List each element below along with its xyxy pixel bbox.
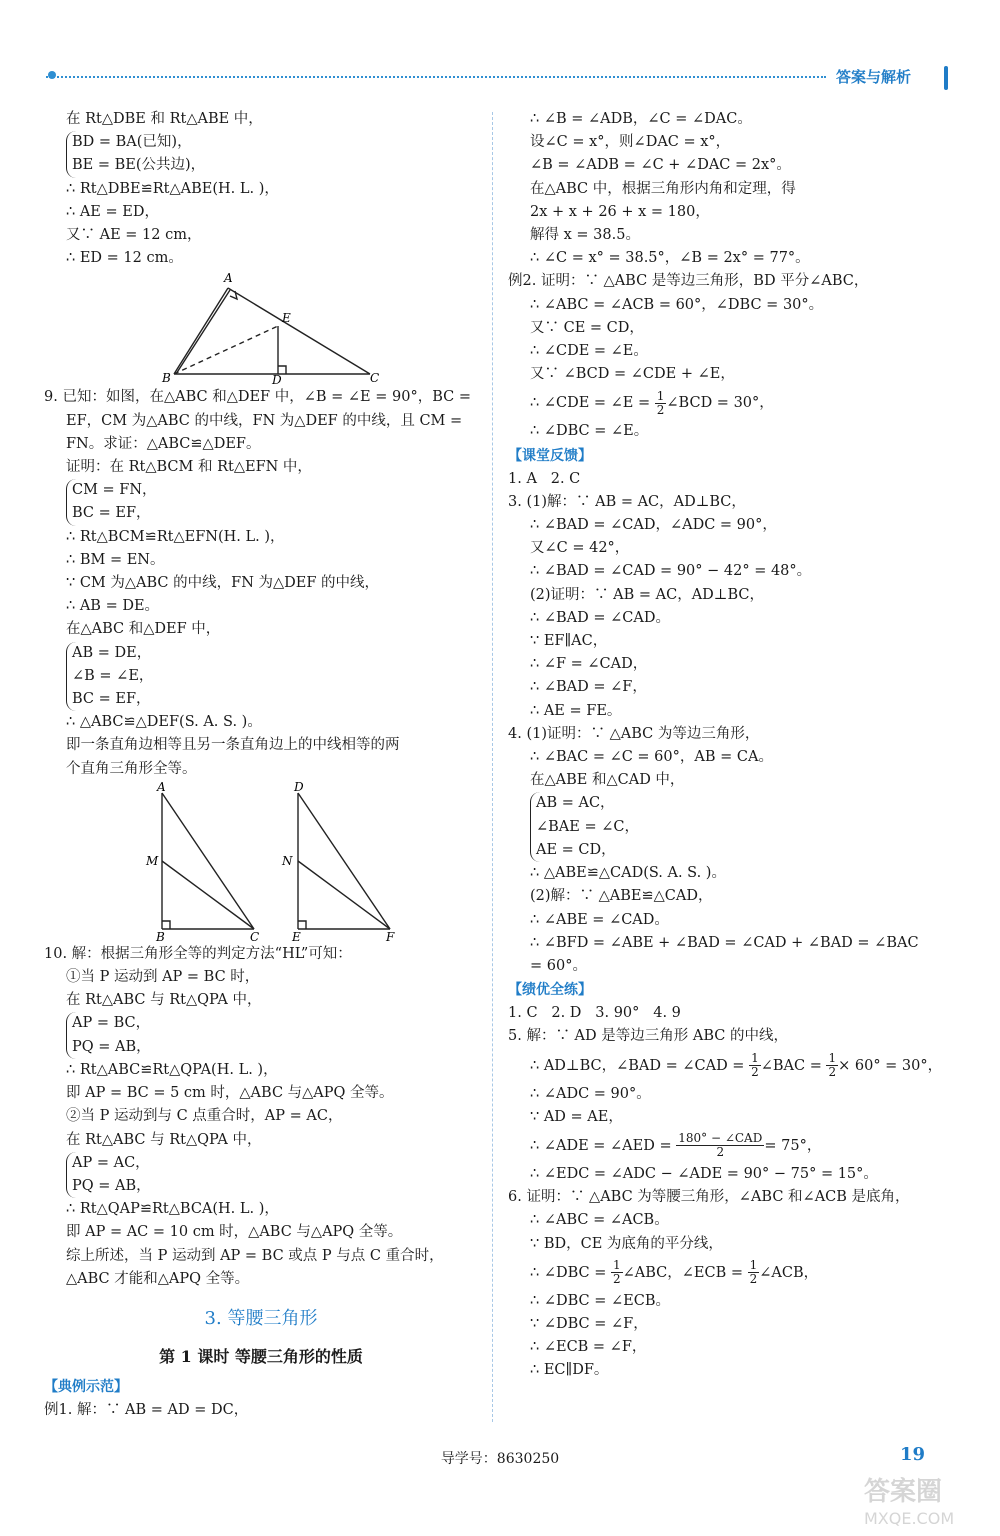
fig2-label-n: N [282,853,293,868]
section-heading-practice: 【绩优全练】 [508,982,592,999]
system-brace [66,1012,478,1058]
question-9-line: EF，CM 为△ABC 的中线，FN 为△DEF 的中线，且 CM = [66,412,463,429]
system-brace [530,792,948,862]
solution-line: 在△ABC 中，根据三角形内角和定理，得 [530,180,796,197]
triangle-figure-abc-e [44,270,478,386]
answer-line: ∠BAE = ∠C， [536,818,639,835]
watermark-logo [860,1470,980,1530]
text-line: BD = BA(已知)， [72,134,192,151]
solution-line: ①当 P 运动到 AP = BC 时， [66,969,260,986]
fraction-half [826,1052,838,1079]
fraction-numerator: 1 [613,1258,621,1273]
solution-line: ∴ Rt△ABC≌Rt△QPA(H. L. )， [66,1061,278,1078]
text-span: × 60° = 30°， [838,1057,943,1074]
answer-line: ∴ ∠ECB = ∠F， [530,1339,647,1356]
lesson-title: 第 1 课时 等腰三角形的性质 [159,1346,363,1366]
fraction-numerator: 1 [828,1051,837,1066]
fraction-half [749,1052,761,1079]
example-1-line: 例1. 解：∵ AB = AD = DC， [44,1401,249,1418]
question-9-line: FN。求证：△ABC≌△DEF。 [66,435,261,452]
solution-line: 即 AP = BC = 5 cm 时，△ABC 与△APQ 全等。 [66,1085,394,1102]
fig2-label-d: D [294,780,304,794]
answer-line: ∴ ∠BAD = ∠CAD，∠ADC = 90°， [530,517,777,534]
fraction-half [655,390,667,417]
solution-line: △ABC 才能和△APQ 全等。 [66,1270,250,1287]
answer-line: ∴ ∠BFD = ∠ABE + ∠BAD = ∠CAD + ∠BAD = ∠BAC [530,934,919,951]
fig1-label-b: B [162,371,171,386]
answer-line: ∴ △ABE≌△CAD(S. A. S. )。 [530,865,726,882]
answer-line: ∴ ∠EDC = ∠ADC − ∠ADE = 90° − 75° = 15°。 [530,1165,878,1182]
proof-line: ∴ BM = EN。 [66,551,165,568]
page-number: 19 [900,1444,926,1465]
answer-line: ∵ ∠DBC = ∠F， [530,1315,648,1332]
text-span: ∠BAC = [760,1057,827,1074]
solution-line: 2x + x + 26 + x = 180， [530,203,710,220]
answer-line: 5. 解：∵ AD 是等边三角形 ABC 的中线， [508,1028,788,1045]
system-brace [66,642,478,712]
text-span: ∴ AD⊥BC，∠BAD = ∠CAD = [530,1057,750,1074]
fig2-label-a: A [157,780,166,794]
answer-line: ∴ EC∥DF。 [530,1362,609,1379]
solution-line: 即 AP = AC = 10 cm 时，△ABC 与△APQ 全等。 [66,1224,403,1241]
answer-line: 1. C 2. D 3. 90° 4. 9 [508,1005,681,1022]
section-title: 3. 等腰三角形 [204,1307,318,1329]
proof-line: 在△ABC 和△DEF 中， [66,621,221,638]
system-brace [66,479,478,525]
right-column [508,108,948,1383]
fraction-numerator: 1 [656,388,665,403]
proof-line: ∴ Rt△BCM≌Rt△EFN(H. L. )， [66,528,285,545]
proof-line-fraction [508,386,948,420]
text-span: ∠ABC，∠ECB = [622,1264,748,1281]
solution-line: ∴ ∠C = x° = 38.5°，∠B = 2x° = 77°。 [530,250,810,267]
text-line: ∴ ED = 12 cm。 [66,250,183,267]
answer-line: ∴ ∠BAD = ∠CAD。 [530,609,670,626]
proof-line: BC = EF， [72,505,151,522]
answer-line: 4. (1)证明：∵ △ABC 为等边三角形， [508,725,760,742]
proof-line: 又∵ CE = CD， [530,319,644,336]
answer-line: ∴ ∠ADC = 90°。 [530,1085,651,1102]
answer-line: ∵ EF∥AC， [530,633,608,650]
fig2-label-c: C [250,929,260,943]
fig1-label-d: D [272,373,282,387]
section-heading-feedback: 【课堂反馈】 [508,447,592,464]
solution-line: ∴ ∠B = ∠ADB，∠C = ∠DAC。 [530,111,752,127]
answer-line: ∴ AE = FE。 [530,702,622,719]
solution-line: AP = AC， [72,1154,150,1171]
answer-line-fraction [508,1129,948,1163]
text-span: ∴ ∠ADE = ∠AED = [530,1137,677,1154]
answer-line: 1. A 2. C [508,470,581,487]
fraction-denominator: 2 [656,402,665,417]
answer-line: 又∠C = 42°， [530,540,630,557]
text-line: BE = BE(公共边)， [72,157,206,174]
system-brace [66,1152,478,1198]
text-span: ∴ ∠DBC = [530,1264,611,1281]
fig1-label-e: E [282,311,291,326]
fraction-numerator: 1 [749,1258,758,1273]
proof-line: ∴ ∠DBC = ∠E。 [530,423,649,440]
answer-line: ∵ BD，CE 为底角的平分线， [530,1235,723,1252]
solution-line: 解得 x = 38.5。 [530,227,640,244]
answer-line: = 60°。 [530,957,587,974]
solution-line: ∠B = ∠ADB = ∠C + ∠DAC = 2x°。 [530,157,791,174]
footer-guide-number: 导学号：8630250 [440,1451,560,1467]
text-span: ∠ACB， [759,1264,819,1281]
answer-line: (2)证明：∵ AB = AC，AD⊥BC， [530,586,764,603]
proof-line: ∴ ∠CDE = ∠E。 [530,343,648,360]
solution-line: 综上所述，当 P 运动到 AP = BC 或点 P 与点 C 重合时， [66,1247,444,1264]
answer-line-fraction [508,1049,948,1083]
proof-line: 即一条直角边相等且另一条直角边上的中线相等的两 [66,737,400,754]
fraction-numerator: 180° − ∠CAD [678,1131,763,1146]
solution-line: PQ = AB， [72,1038,151,1055]
answer-line: AB = AC， [536,795,615,812]
fig2-label-b: B [156,929,165,943]
answer-line: ∴ ∠BAD = ∠CAD = 90° − 42° = 48°。 [530,563,812,580]
solution-line: 设∠C = x°，则∠DAC = x°， [530,134,731,151]
text-line: 在 Rt△DBE 和 Rt△ABE 中， [66,111,263,127]
text-span: ∠BCD = 30°， [666,395,774,412]
proof-line: CM = FN， [72,482,157,499]
header-accent-bar [944,66,948,90]
solution-line: PQ = AB， [72,1177,151,1194]
fraction-denominator: 2 [828,1065,837,1080]
fraction-angle [676,1132,764,1159]
answer-line: ∴ ∠ABC = ∠ACB。 [530,1212,669,1229]
proof-line: 个直角三角形全等。 [66,760,197,777]
header-section-label: 答案与解析 [836,68,912,86]
proof-line: 又∵ ∠BCD = ∠CDE + ∠E， [530,366,735,383]
answer-line: ∴ ∠F = ∠CAD， [530,656,648,673]
text-span: ∴ ∠CDE = ∠E = [530,395,655,412]
proof-line: ∴ ∠ABC = ∠ACB = 60°，∠DBC = 30°。 [530,296,824,313]
answer-line: 3. (1)解：∵ AB = AC，AD⊥BC， [508,493,746,510]
proof-line: ∵ CM 为△ABC 的中线，FN 为△DEF 的中线， [66,575,380,592]
proof-line: BC = EF， [72,691,151,708]
fig2-label-e: E [292,929,301,943]
header-dotted-rule [46,76,826,78]
fig1-label-c: C [370,371,380,386]
section-heading-example: 【典例示范】 [44,1378,128,1395]
proof-line: ∴ △ABC≌△DEF(S. A. S. )。 [66,714,262,731]
fig2-label-m: M [146,853,159,868]
fraction-denominator: 2 [749,1272,758,1287]
fraction-half [611,1259,623,1286]
answer-line: AE = CD， [536,841,616,858]
column-divider [492,112,493,1422]
text-line: 又∵ AE = 12 cm， [66,227,202,244]
text-span: = 75°， [764,1137,822,1154]
solution-line: AP = BC， [72,1015,151,1032]
text-line: ∴ AE = ED， [66,203,159,220]
fraction-denominator: 2 [716,1145,725,1160]
answer-line: ∴ ∠ABE = ∠CAD。 [530,911,669,928]
left-column [44,108,478,1422]
solution-line: 在 Rt△ABC 与 Rt△QPA 中， [66,1131,262,1148]
answer-line: ∴ ∠BAC = ∠C = 60°，AB = CA。 [530,749,773,766]
svg-text:MXQE.COM: MXQE.COM [864,1509,955,1528]
answer-line: ∴ ∠BAD = ∠F， [530,679,647,696]
answer-line: 6. 证明：∵ △ABC 为等腰三角形，∠ABC 和∠ACB 是底角， [508,1189,910,1206]
svg-text:答案圈: 答案圈 [864,1477,943,1507]
solution-line: ∴ Rt△QAP≌Rt△BCA(H. L. )， [66,1201,279,1218]
two-right-triangles-figure [44,781,478,943]
fig2-label-f: F [386,929,395,943]
answer-line: ∴ ∠DBC = ∠ECB。 [530,1292,670,1309]
solution-line: 在 Rt△ABC 与 Rt△QPA 中， [66,992,262,1009]
fraction-numerator: 1 [751,1051,759,1066]
proof-line: ∴ AB = DE。 [66,598,160,615]
fraction-denominator: 2 [751,1065,759,1080]
answer-line-fraction [508,1256,948,1290]
solution-line: ②当 P 运动到与 C 点重合时，AP = AC， [66,1108,343,1125]
question-9-line: 9. 已知：如图，在△ABC 和△DEF 中，∠B = ∠E = 90°，BC = [44,389,471,406]
question-10-line: 10. 解：根据三角形全等的判定方法“HL”可知： [44,945,352,962]
example-2-line: 例2. 证明：∵ △ABC 是等边三角形，BD 平分∠ABC， [508,273,869,290]
answer-line: 在△ABE 和△CAD 中， [530,772,685,789]
answer-line: ∵ AD = AE， [530,1108,623,1125]
answer-line: (2)解：∵ △ABE≌△CAD， [530,888,713,905]
fraction-denominator: 2 [613,1272,621,1287]
text-line: ∴ Rt△DBE≌Rt△ABE(H. L. )， [66,180,279,197]
fraction-half [748,1259,760,1286]
proof-line: AB = DE， [72,644,152,661]
system-brace [66,131,478,177]
proof-line: ∠B = ∠E， [72,667,154,684]
proof-line: 证明：在 Rt△BCM 和 Rt△EFN 中， [66,459,312,476]
fig1-label-a: A [224,271,233,286]
